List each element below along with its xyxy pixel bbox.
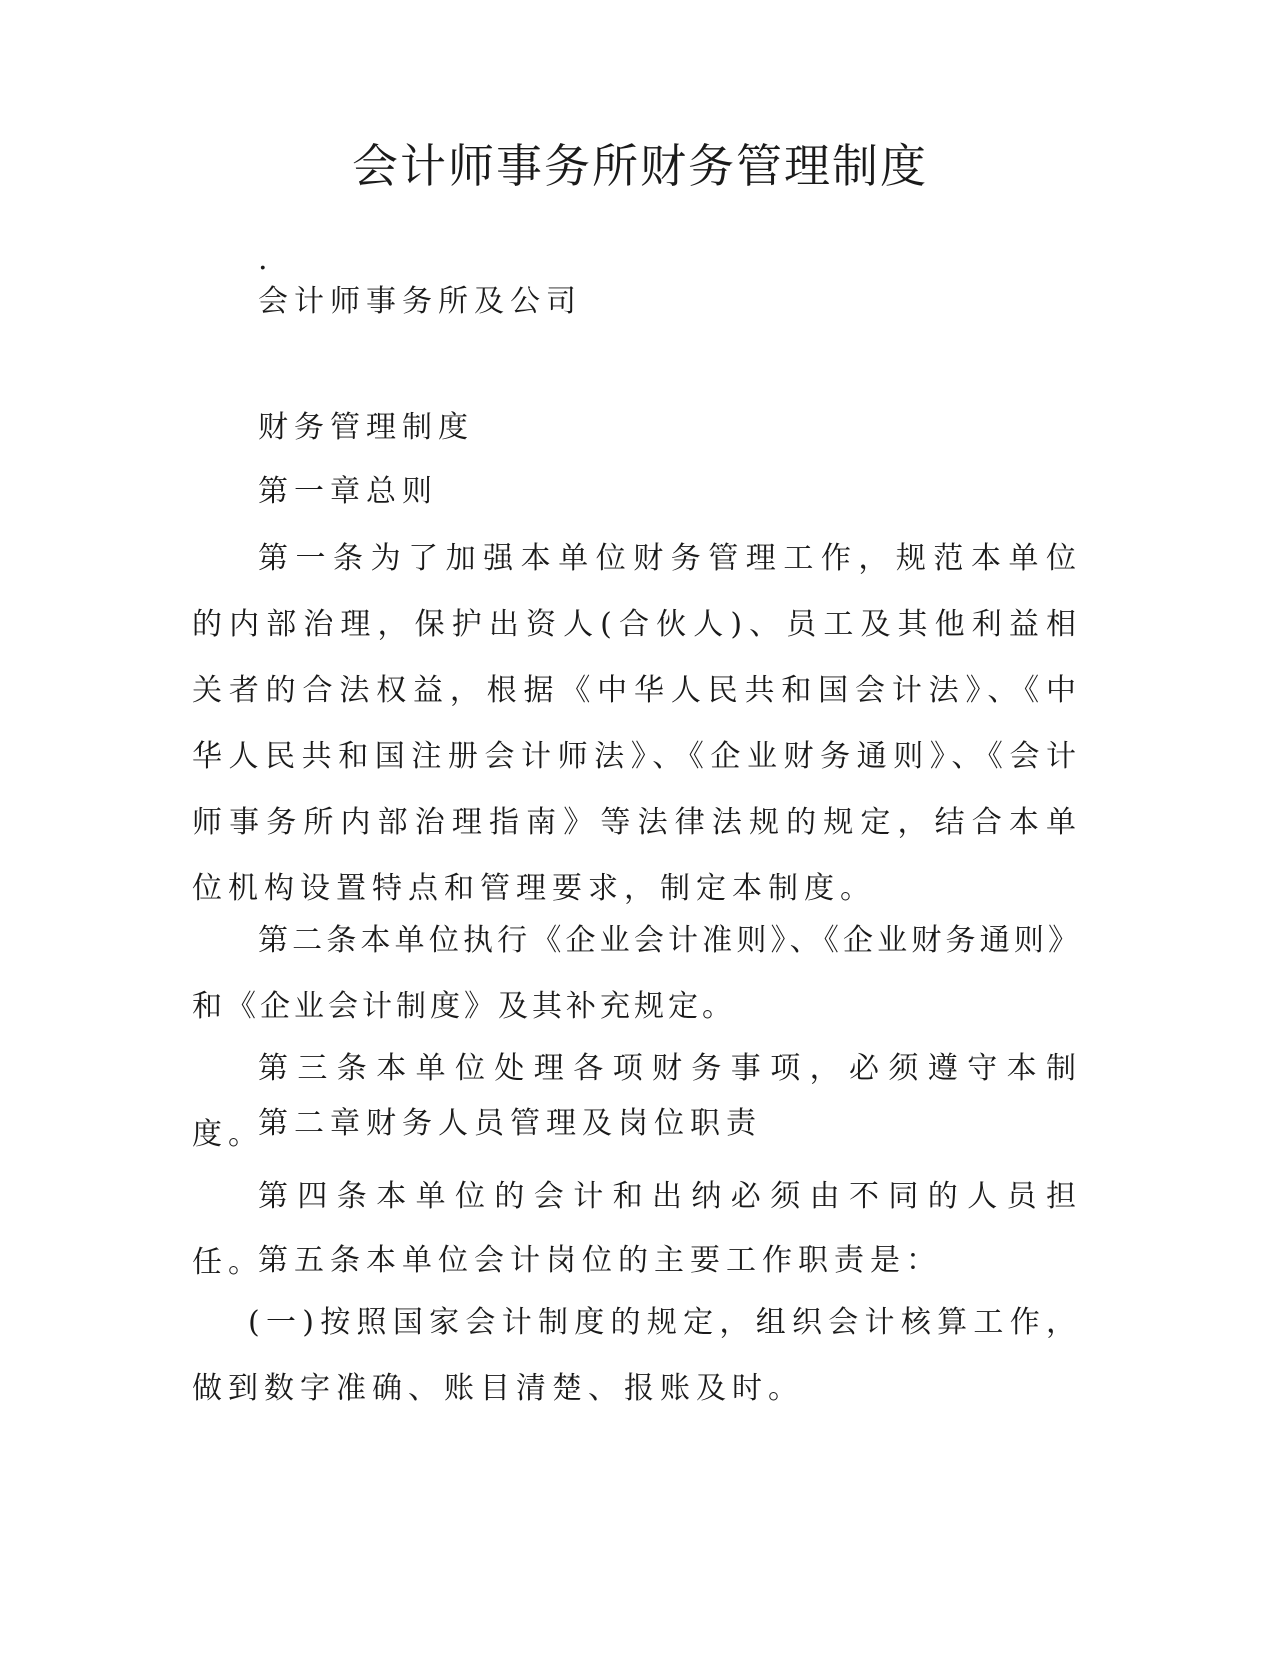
article-5: 第五条本单位会计岗位的主要工作职责是： — [258, 1243, 942, 1278]
article-2: 第二条本单位执行《企业会计准则》、《企业财务通则》和《企业会计制度》及其补充规定。 — [192, 923, 1082, 1024]
chapter-1-heading: 第一章总则 — [258, 474, 438, 509]
system-title: 财务管理制度 — [258, 410, 474, 445]
org-line: 会计师事务所及公司 — [258, 284, 582, 319]
article-3: 第三条本单位处理各项财务事项，必须遵守本制度。 — [192, 1051, 1082, 1152]
article-5-item-1: (一)按照国家会计制度的规定，组织会计核算工作，做到数字准确、账目清楚、报账及时。 — [192, 1305, 1082, 1406]
document-title: 会计师事务所财务管理制度 — [352, 139, 928, 193]
marker-dot: . — [258, 242, 268, 277]
article-1: 第一条为了加强本单位财务管理工作，规范本单位的内部治理，保护出资人(合伙人)、员工及其他利益相关者的合法权益，根据《中华人民共和国会计法》、《中华人民共和国注册会计师法》、《企业财务通则》、《会计师事务所内部治理指南》等法律法规的规定，结合本单位机构设置特点和管理要求，制定本制度。 — [192, 541, 1082, 906]
article-4: 第四条本单位的会计和出纳必须由不同的人员担任。 — [192, 1179, 1082, 1280]
chapter-2-heading: 第二章财务人员管理及岗位职责 — [258, 1106, 762, 1141]
